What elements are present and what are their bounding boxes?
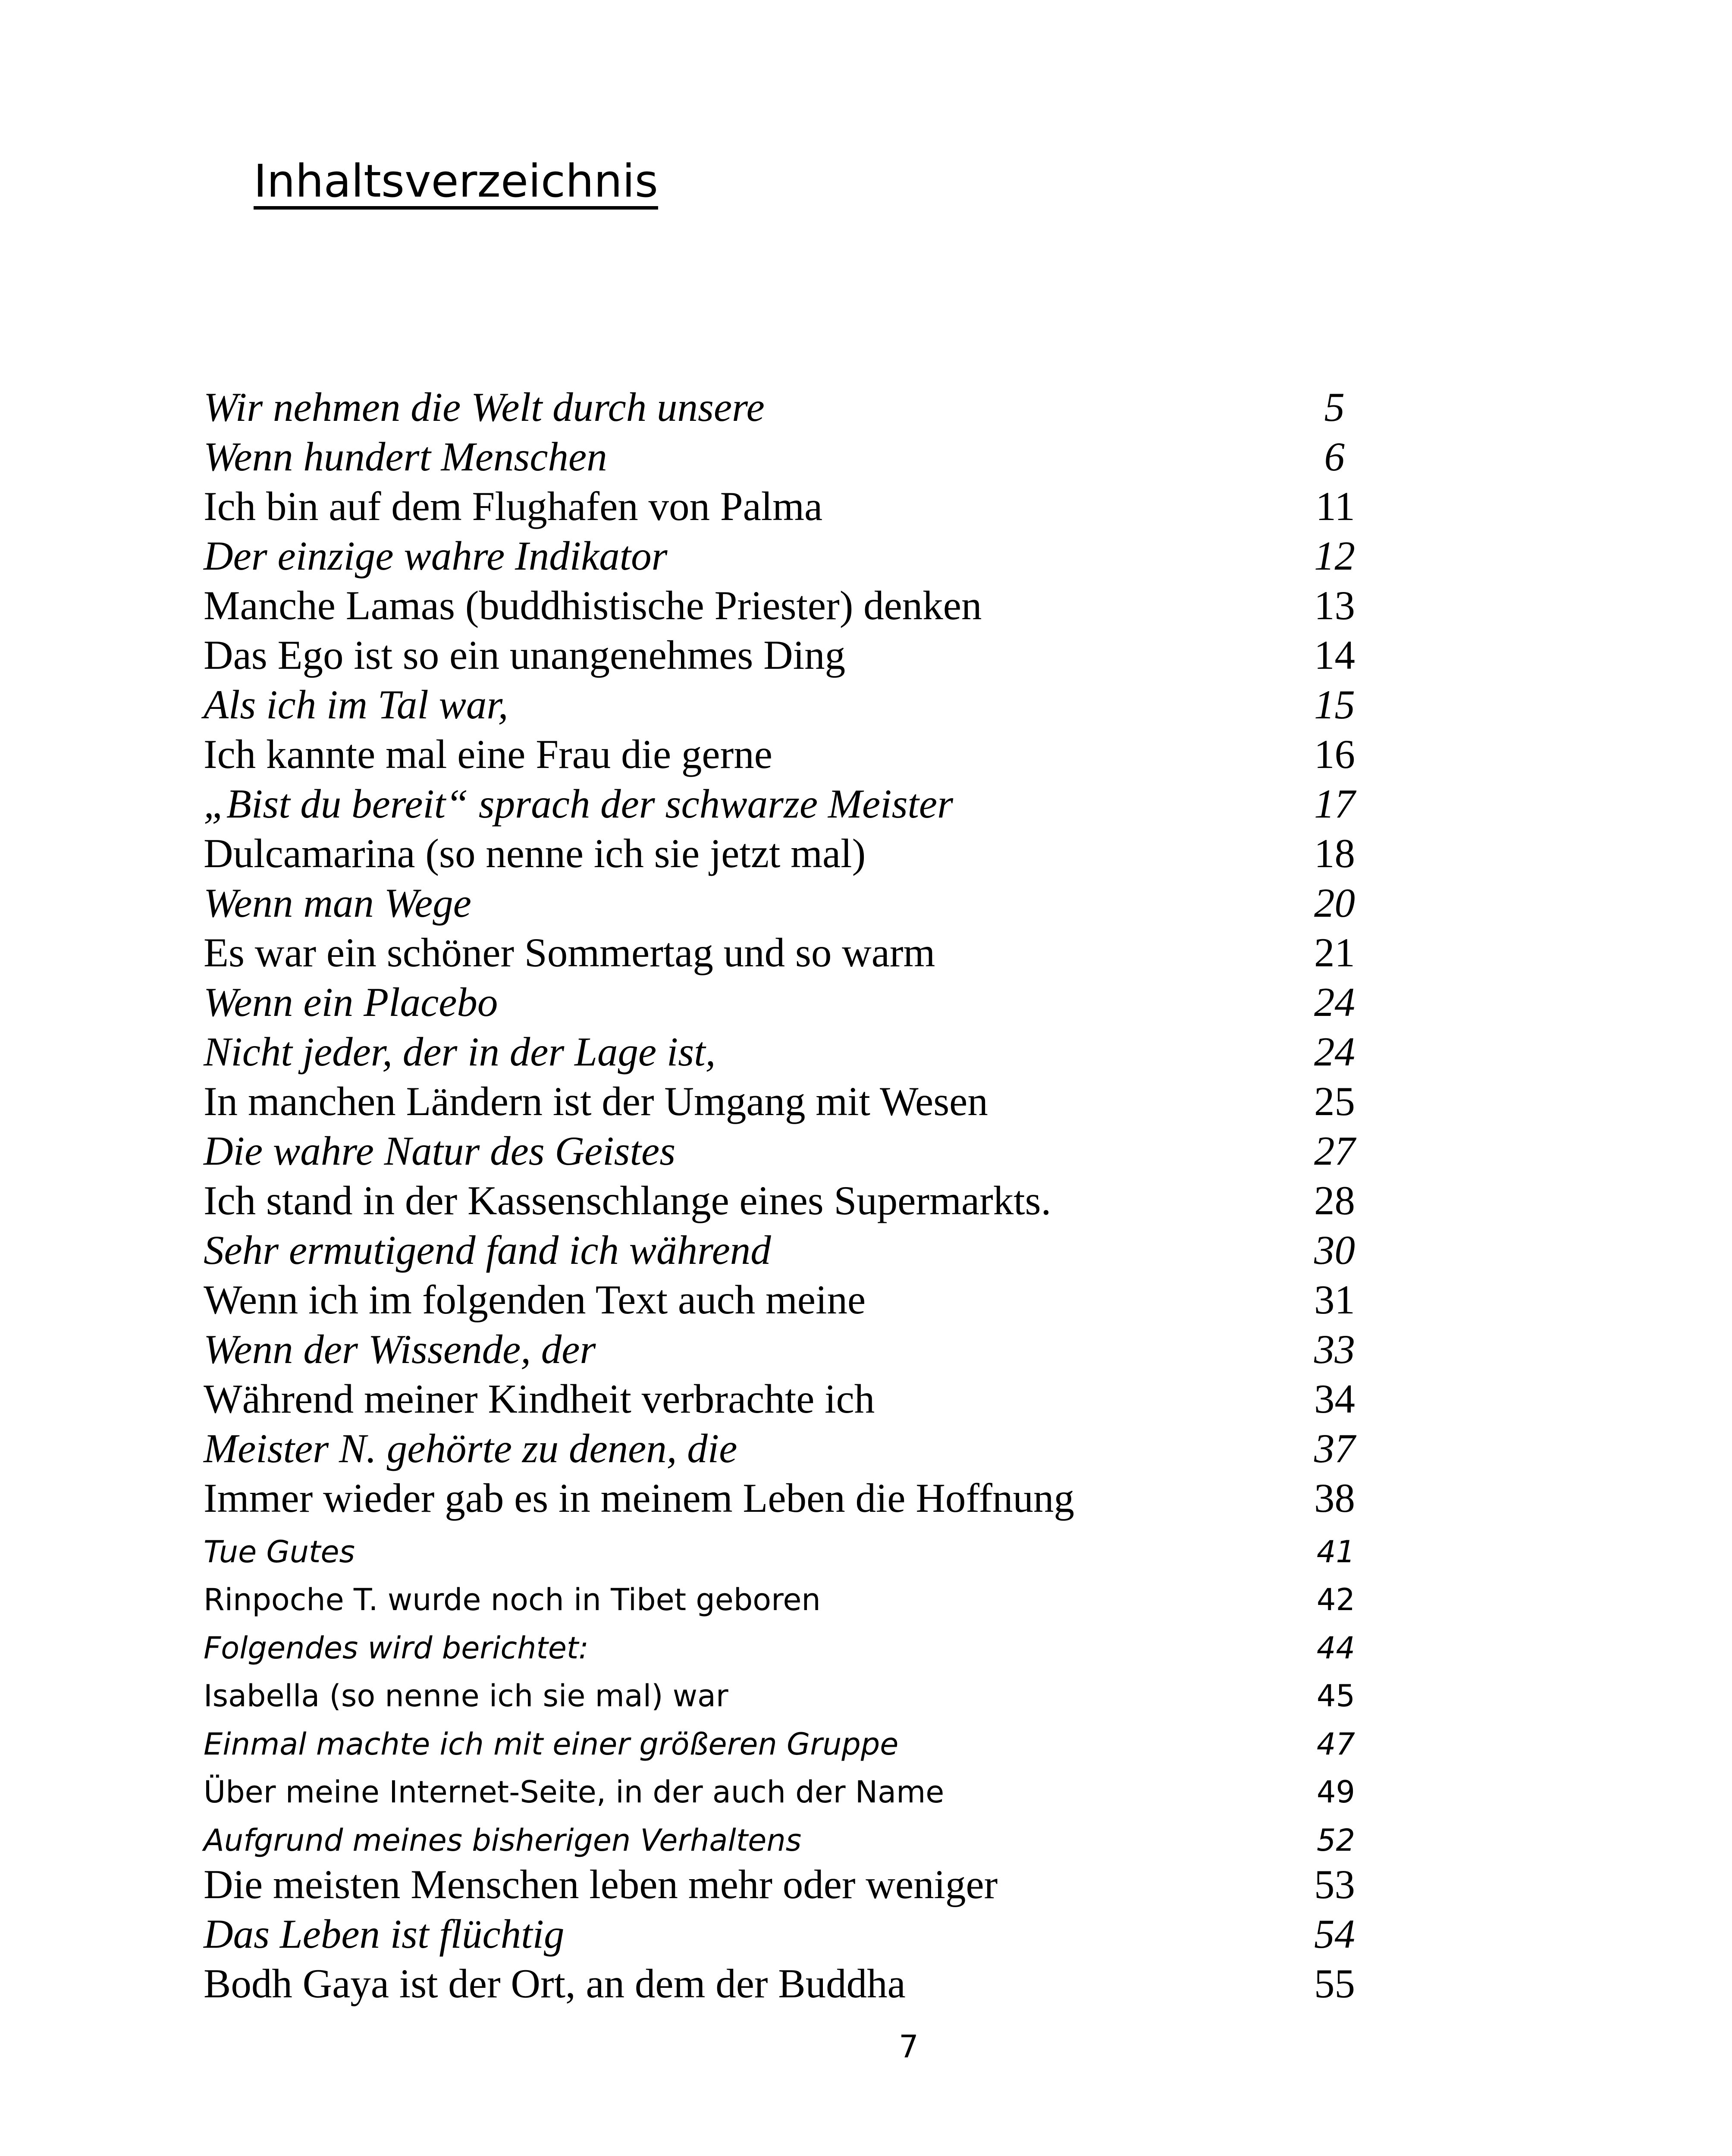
toc-entry-title: Aufgrund meines bisherigen Verhaltens xyxy=(204,1822,802,1858)
toc-entry-title: Manche Lamas (buddhistische Priester) denken xyxy=(204,583,982,628)
toc-entry-page: 52 xyxy=(1316,1822,1355,1858)
toc-entry xyxy=(204,1913,1355,1962)
toc-heading: Inhaltsverzeichnis xyxy=(254,155,658,207)
toc-entry-page: 47 xyxy=(1316,1726,1355,1762)
toc-entry-page: 17 xyxy=(1314,781,1355,827)
toc-entry-page: 49 xyxy=(1316,1774,1355,1810)
toc-entry xyxy=(204,1863,1355,1913)
toc-entry-page: 12 xyxy=(1314,533,1355,579)
toc-entry xyxy=(204,683,1355,733)
toc-entry-page: 42 xyxy=(1316,1582,1355,1617)
toc-entry-page: 24 xyxy=(1314,1029,1355,1075)
toc-entry-title: Als ich im Tal war, xyxy=(204,682,508,727)
toc-entry-title: Wenn ein Placebo xyxy=(204,979,498,1025)
toc-entry-page: 34 xyxy=(1314,1376,1355,1422)
toc-entry-title: Immer wieder gab es in meinem Leben die Hoffnung xyxy=(204,1475,1074,1521)
toc-entry-title: Wir nehmen die Welt durch unsere xyxy=(204,384,765,430)
toc-entry-page: 38 xyxy=(1314,1475,1355,1521)
toc-entry xyxy=(204,485,1355,535)
toc-entry xyxy=(204,1378,1355,1427)
toc-entry-title: Ich kannte mal eine Frau die gerne xyxy=(204,731,772,777)
toc-entry-title: Tue Gutes xyxy=(204,1534,355,1570)
toc-entry-page: 28 xyxy=(1314,1178,1355,1223)
table-of-contents xyxy=(204,386,1355,2012)
toc-entry-title: Es war ein schöner Sommertag und so warm xyxy=(204,930,935,975)
toc-entry-page: 20 xyxy=(1314,880,1355,926)
toc-entry xyxy=(204,783,1355,832)
toc-entry-page: 54 xyxy=(1314,1911,1355,1957)
toc-entry-title: Das Ego ist so ein unangenehmes Ding xyxy=(204,632,846,678)
toc-entry-title: Wenn hundert Menschen xyxy=(204,434,607,479)
toc-entry-title: Wenn der Wissende, der xyxy=(204,1326,596,1372)
toc-entry-title: Die meisten Menschen leben mehr oder weniger xyxy=(204,1861,998,1907)
toc-entry xyxy=(204,1031,1355,1080)
toc-entry-page: 45 xyxy=(1316,1678,1355,1714)
toc-entry-page: 11 xyxy=(1315,483,1355,529)
toc-entry-page: 21 xyxy=(1314,930,1355,975)
toc-entry-page: 27 xyxy=(1314,1128,1355,1174)
toc-entry-title: Einmal machte ich mit einer größeren Gruppe xyxy=(204,1726,899,1762)
toc-entry-page: 13 xyxy=(1314,583,1355,628)
toc-entry-title: Ich stand in der Kassenschlange eines Supermarkts. xyxy=(204,1178,1051,1223)
toc-entry-page: 15 xyxy=(1314,682,1355,727)
toc-entry-title: Wenn ich im folgenden Text auch meine xyxy=(204,1277,866,1322)
toc-entry-title: Wenn man Wege xyxy=(204,880,471,926)
toc-entry xyxy=(204,882,1355,931)
toc-entry xyxy=(204,1477,1355,1526)
toc-entry xyxy=(204,386,1355,436)
toc-entry-title: Der einzige wahre Indikator xyxy=(204,533,668,579)
toc-entry-page: 55 xyxy=(1314,1960,1355,2006)
toc-entry xyxy=(204,981,1355,1031)
toc-entry xyxy=(204,1671,1355,1719)
toc-entry xyxy=(204,1575,1355,1623)
toc-entry-title: Über meine Internet-Seite, in der auch der Name xyxy=(204,1774,944,1810)
toc-entry xyxy=(204,832,1355,882)
toc-entry-page: 41 xyxy=(1316,1534,1355,1570)
toc-entry-title: Das Leben ist flüchtig xyxy=(204,1911,565,1957)
toc-entry-page: 16 xyxy=(1314,731,1355,777)
toc-entry-page: 53 xyxy=(1314,1861,1355,1907)
toc-entry xyxy=(204,1767,1355,1815)
toc-entry-page: 25 xyxy=(1314,1078,1355,1124)
toc-entry xyxy=(204,1427,1355,1477)
toc-entry xyxy=(204,1719,1355,1767)
toc-entry-page: 6 xyxy=(1324,434,1345,479)
toc-entry xyxy=(204,535,1355,584)
toc-entry-page: 14 xyxy=(1314,632,1355,678)
toc-entry-page: 30 xyxy=(1314,1227,1355,1273)
toc-entry-title: Meister N. gehörte zu denen, die xyxy=(204,1426,737,1471)
toc-entry xyxy=(204,1623,1355,1671)
toc-entry-title: Die wahre Natur des Geistes xyxy=(204,1128,676,1174)
toc-entry xyxy=(204,1526,1355,1575)
toc-entry-title: Sehr ermutigend fand ich während xyxy=(204,1227,771,1273)
toc-entry xyxy=(204,1962,1355,2012)
toc-entry-title: Rinpoche T. wurde noch in Tibet geboren xyxy=(204,1582,821,1617)
toc-entry-title: Während meiner Kindheit verbrachte ich xyxy=(204,1376,875,1422)
toc-entry xyxy=(204,1279,1355,1328)
toc-entry-title: Isabella (so nenne ich sie mal) war xyxy=(204,1678,728,1714)
toc-entry-page: 24 xyxy=(1314,979,1355,1025)
toc-entry xyxy=(204,1229,1355,1279)
toc-entry-page: 44 xyxy=(1316,1630,1355,1666)
toc-entry xyxy=(204,1179,1355,1229)
toc-entry xyxy=(204,1080,1355,1130)
toc-entry xyxy=(204,931,1355,981)
page-number: 7 xyxy=(899,2028,919,2065)
toc-entry xyxy=(204,1130,1355,1179)
toc-entry xyxy=(204,584,1355,634)
toc-entry-title: „Bist du bereit“ sprach der schwarze Meister xyxy=(204,781,954,827)
toc-entry-page: 37 xyxy=(1314,1426,1355,1471)
toc-entry-title: Nicht jeder, der in der Lage ist, xyxy=(204,1029,716,1075)
toc-entry-title: Ich bin auf dem Flughafen von Palma xyxy=(204,483,823,529)
toc-entry-page: 33 xyxy=(1314,1326,1355,1372)
toc-entry-page: 31 xyxy=(1314,1277,1355,1322)
toc-entry xyxy=(204,634,1355,683)
toc-entry xyxy=(204,436,1355,485)
toc-entry-title: In manchen Ländern ist der Umgang mit Wesen xyxy=(204,1078,988,1124)
toc-entry-title: Bodh Gaya ist der Ort, an dem der Buddha xyxy=(204,1960,906,2006)
toc-entry-title: Folgendes wird berichtet: xyxy=(204,1630,589,1666)
toc-entry xyxy=(204,733,1355,783)
toc-entry-page: 18 xyxy=(1314,830,1355,876)
toc-entry-page: 5 xyxy=(1324,384,1345,430)
toc-entry-title: Dulcamarina (so nenne ich sie jetzt mal) xyxy=(204,830,866,876)
toc-entry xyxy=(204,1815,1355,1863)
toc-entry xyxy=(204,1328,1355,1378)
